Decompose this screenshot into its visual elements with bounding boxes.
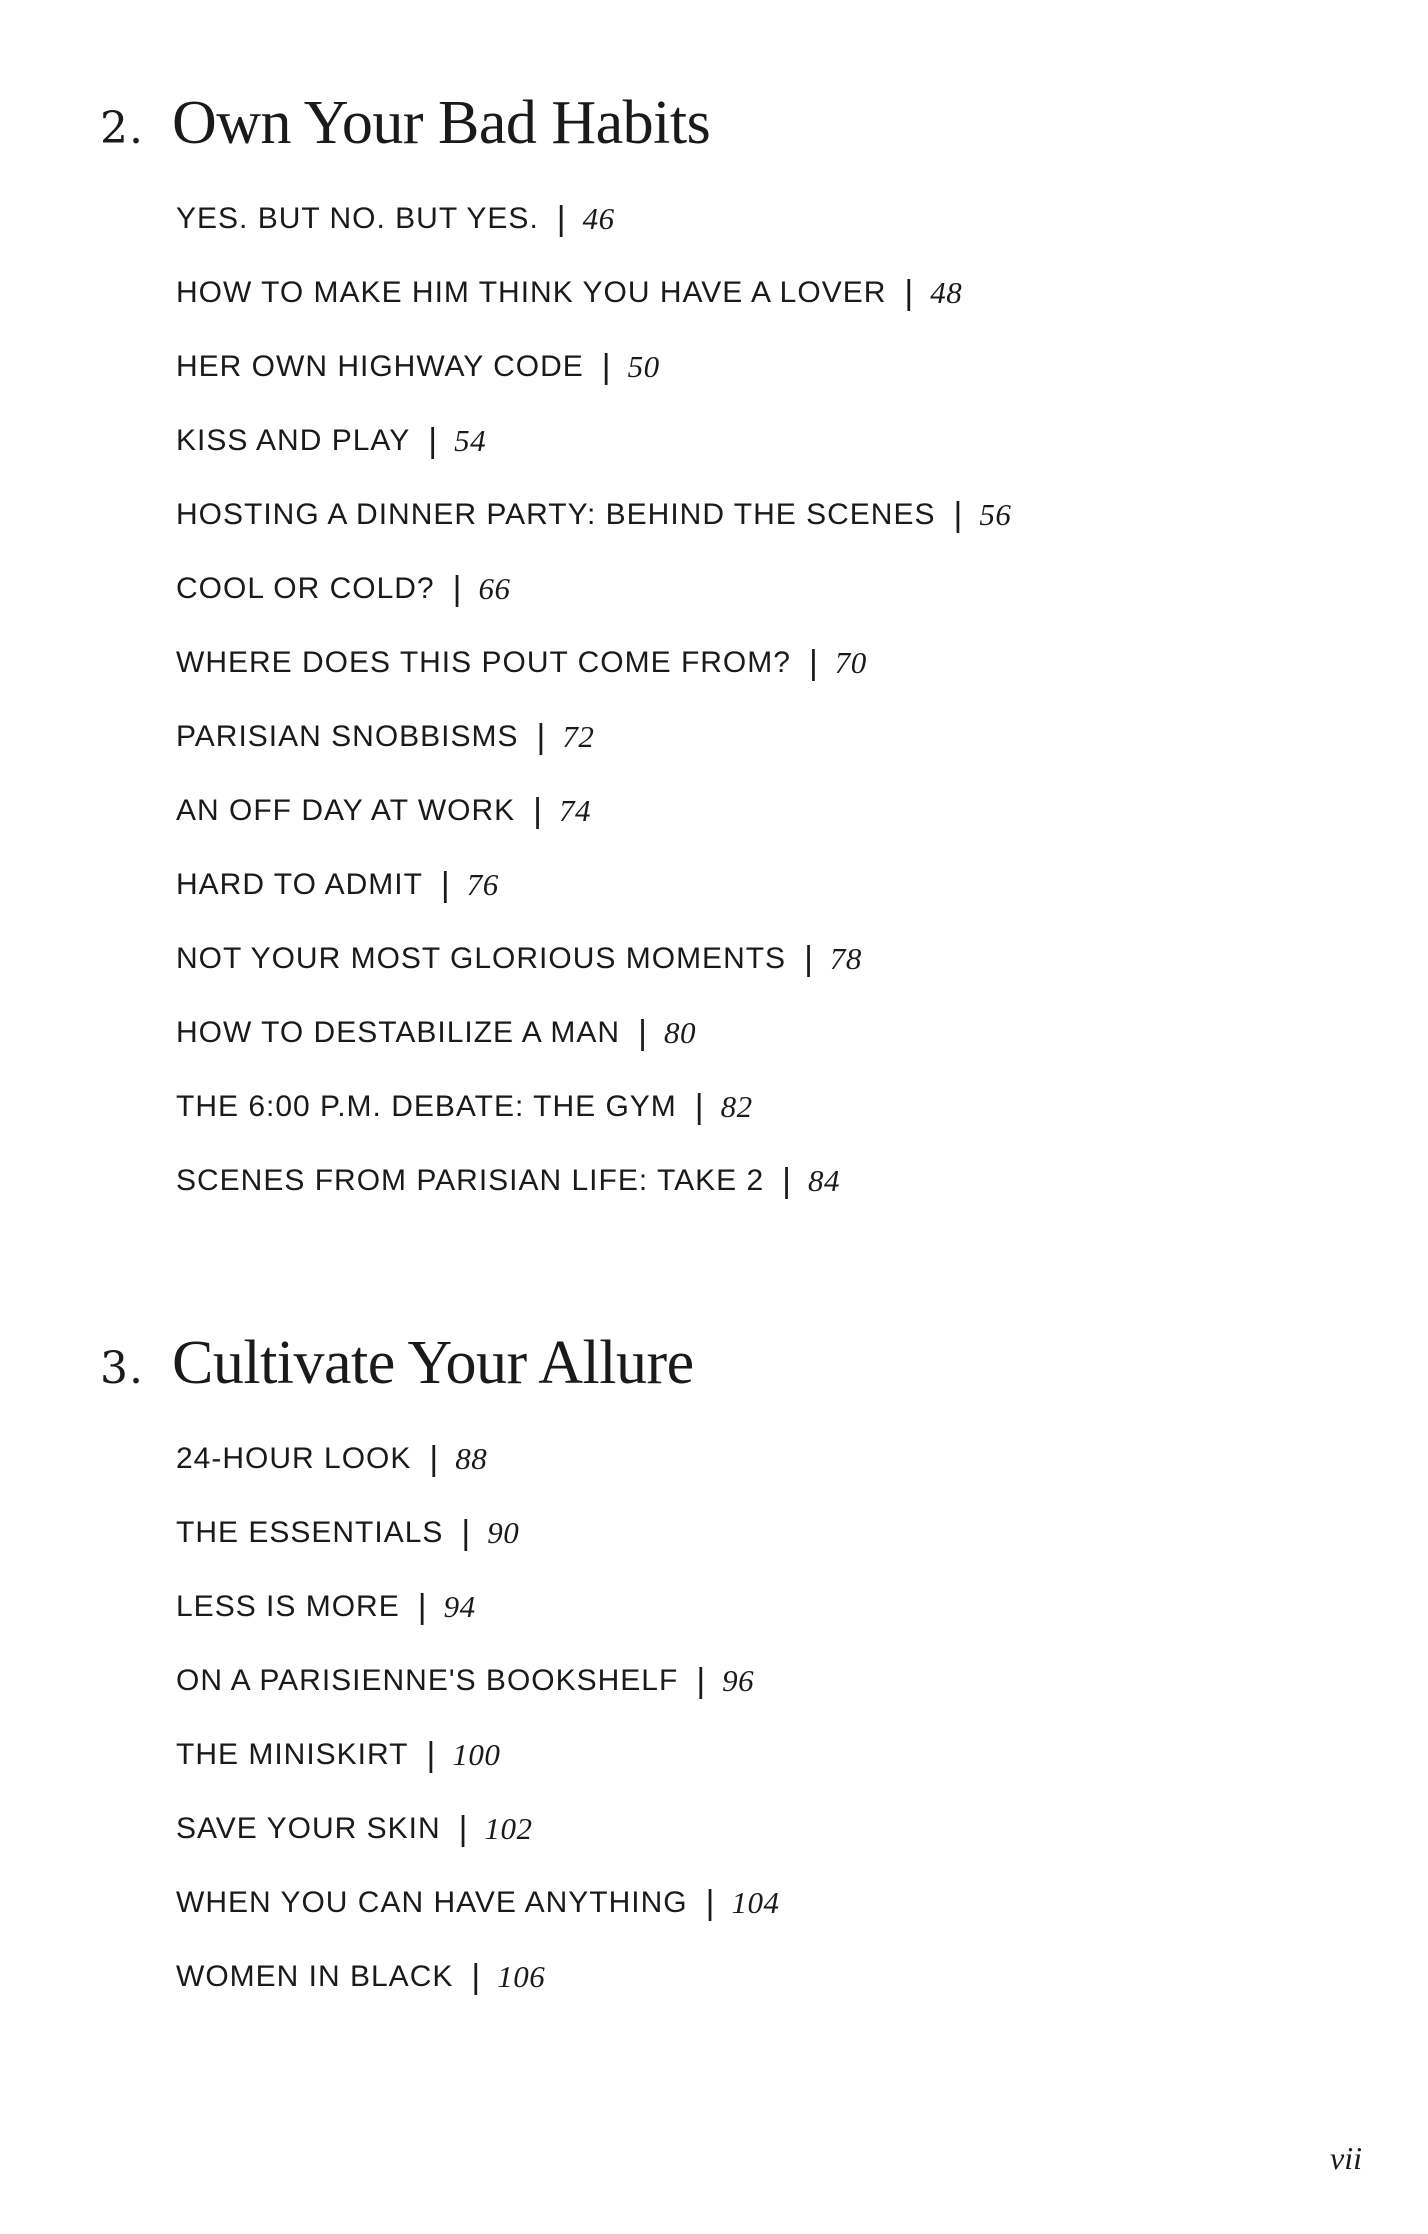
entry-page-number: 102 bbox=[484, 1811, 533, 1846]
entry-title: THE MINISKIRT bbox=[176, 1738, 409, 1771]
entry-title: THE ESSENTIALS bbox=[176, 1516, 444, 1549]
entry-title: HOW TO MAKE HIM THINK YOU HAVE A LOVER bbox=[176, 276, 887, 309]
entry-page-number: 104 bbox=[731, 1885, 780, 1920]
entry-separator: | bbox=[426, 1735, 437, 1774]
entry-page-number: 50 bbox=[627, 349, 660, 384]
entry-page-number: 66 bbox=[478, 571, 511, 606]
toc-entry bbox=[176, 1866, 1300, 1940]
toc-entry bbox=[176, 330, 1300, 404]
entry-separator: | bbox=[533, 791, 543, 830]
entry-page-number: 54 bbox=[454, 423, 487, 458]
entry-separator: | bbox=[440, 865, 451, 904]
entry-separator: | bbox=[808, 643, 819, 682]
entry-title: HER OWN HIGHWAY CODE bbox=[176, 350, 584, 383]
entry-title: NOT YOUR MOST GLORIOUS MOMENTS bbox=[176, 942, 787, 975]
entry-page-number: 80 bbox=[663, 1015, 696, 1050]
entry-page-number: 74 bbox=[559, 793, 591, 828]
entry-title: KISS AND PLAY bbox=[176, 424, 411, 457]
entry-page-number: 90 bbox=[487, 1515, 520, 1550]
toc-entry bbox=[176, 1070, 1300, 1144]
toc-entry bbox=[176, 256, 1300, 330]
entry-page-number: 100 bbox=[452, 1737, 501, 1772]
entry-separator: | bbox=[461, 1513, 472, 1552]
toc-entry bbox=[176, 478, 1300, 552]
toc-entry bbox=[176, 996, 1300, 1070]
toc-section-3 bbox=[100, 1328, 1300, 2014]
page-folio: vii bbox=[1330, 2140, 1362, 2176]
entry-page-number: 78 bbox=[829, 941, 862, 976]
toc-entry bbox=[176, 1792, 1300, 1866]
toc-entry bbox=[176, 1570, 1300, 1644]
toc-entry bbox=[176, 404, 1300, 478]
entry-page-number: 84 bbox=[807, 1163, 840, 1198]
entry-page-number: 48 bbox=[930, 275, 963, 310]
toc-entry bbox=[176, 1422, 1300, 1496]
entry-title: PARISIAN SNOBBISMS bbox=[176, 720, 519, 753]
section-title: Cultivate Your Allure bbox=[172, 1329, 694, 1397]
toc-entry-list bbox=[100, 182, 1300, 1218]
toc-entry bbox=[176, 848, 1300, 922]
entry-title: 24-HOUR LOOK bbox=[176, 1442, 412, 1475]
entry-page-number: 72 bbox=[562, 719, 595, 754]
toc-entry bbox=[176, 626, 1300, 700]
entry-title: HOW TO DESTABILIZE A MAN bbox=[176, 1016, 621, 1049]
toc-entry bbox=[176, 774, 1300, 848]
entry-title: COOL OR COLD? bbox=[176, 572, 435, 605]
entry-separator: | bbox=[458, 1809, 469, 1848]
entry-title: WOMEN IN BLACK bbox=[176, 1960, 454, 1993]
entry-separator: | bbox=[638, 1013, 648, 1052]
toc-section-2 bbox=[100, 88, 1300, 1218]
section-heading bbox=[100, 1328, 1300, 1408]
entry-page-number: 88 bbox=[455, 1441, 488, 1476]
entry-page-number: 96 bbox=[722, 1663, 755, 1698]
entry-page-number: 76 bbox=[466, 867, 499, 902]
entry-separator: | bbox=[428, 421, 439, 460]
entry-page-number: 70 bbox=[834, 645, 867, 680]
toc-entry bbox=[176, 700, 1300, 774]
section-title: Own Your Bad Habits bbox=[172, 89, 711, 157]
toc-entry bbox=[176, 1496, 1300, 1570]
entry-separator: | bbox=[953, 495, 964, 534]
toc-entry bbox=[176, 1718, 1300, 1792]
entry-title: HOSTING A DINNER PARTY: BEHIND THE SCENES bbox=[176, 498, 936, 531]
entry-title: WHEN YOU CAN HAVE ANYTHING bbox=[176, 1886, 688, 1919]
section-heading bbox=[100, 88, 1300, 168]
section-number: 2. bbox=[100, 103, 144, 154]
entry-title: HARD TO ADMIT bbox=[176, 868, 423, 901]
entry-separator: | bbox=[417, 1587, 428, 1626]
entry-separator: | bbox=[452, 569, 463, 608]
entry-title: ON A PARISIENNE'S BOOKSHELF bbox=[176, 1664, 679, 1697]
toc-entry bbox=[176, 552, 1300, 626]
toc-entry bbox=[176, 1144, 1300, 1218]
entry-separator: | bbox=[696, 1661, 707, 1700]
toc-entry bbox=[176, 182, 1300, 256]
entry-title: SAVE YOUR SKIN bbox=[176, 1812, 441, 1845]
entry-title: YES. BUT NO. BUT YES. bbox=[176, 202, 539, 235]
entry-title: SCENES FROM PARISIAN LIFE: TAKE 2 bbox=[176, 1164, 765, 1197]
entry-page-number: 94 bbox=[443, 1589, 476, 1624]
entry-separator: | bbox=[471, 1957, 482, 1996]
entry-page-number: 106 bbox=[497, 1959, 546, 1994]
toc-entry bbox=[176, 1644, 1300, 1718]
entry-separator: | bbox=[429, 1439, 440, 1478]
entry-separator: | bbox=[694, 1087, 705, 1126]
section-number: 3. bbox=[100, 1343, 144, 1394]
entry-title: LESS IS MORE bbox=[176, 1590, 400, 1623]
entry-separator: | bbox=[804, 939, 814, 978]
entry-title: AN OFF DAY AT WORK bbox=[176, 794, 516, 827]
entry-page-number: 82 bbox=[720, 1089, 753, 1124]
toc-entry bbox=[176, 1940, 1300, 2014]
entry-separator: | bbox=[904, 273, 915, 312]
toc-entry bbox=[176, 922, 1300, 996]
entry-title: WHERE DOES THIS POUT COME FROM? bbox=[176, 646, 791, 679]
entry-separator: | bbox=[556, 199, 567, 238]
entry-separator: | bbox=[705, 1883, 716, 1922]
entry-title: THE 6:00 P.M. DEBATE: THE GYM bbox=[176, 1090, 677, 1123]
entry-page-number: 46 bbox=[582, 201, 615, 236]
entry-separator: | bbox=[601, 347, 612, 386]
toc-entry-list bbox=[100, 1422, 1300, 2014]
entry-separator: | bbox=[782, 1161, 792, 1200]
entry-separator: | bbox=[536, 717, 547, 756]
entry-page-number: 56 bbox=[979, 497, 1012, 532]
